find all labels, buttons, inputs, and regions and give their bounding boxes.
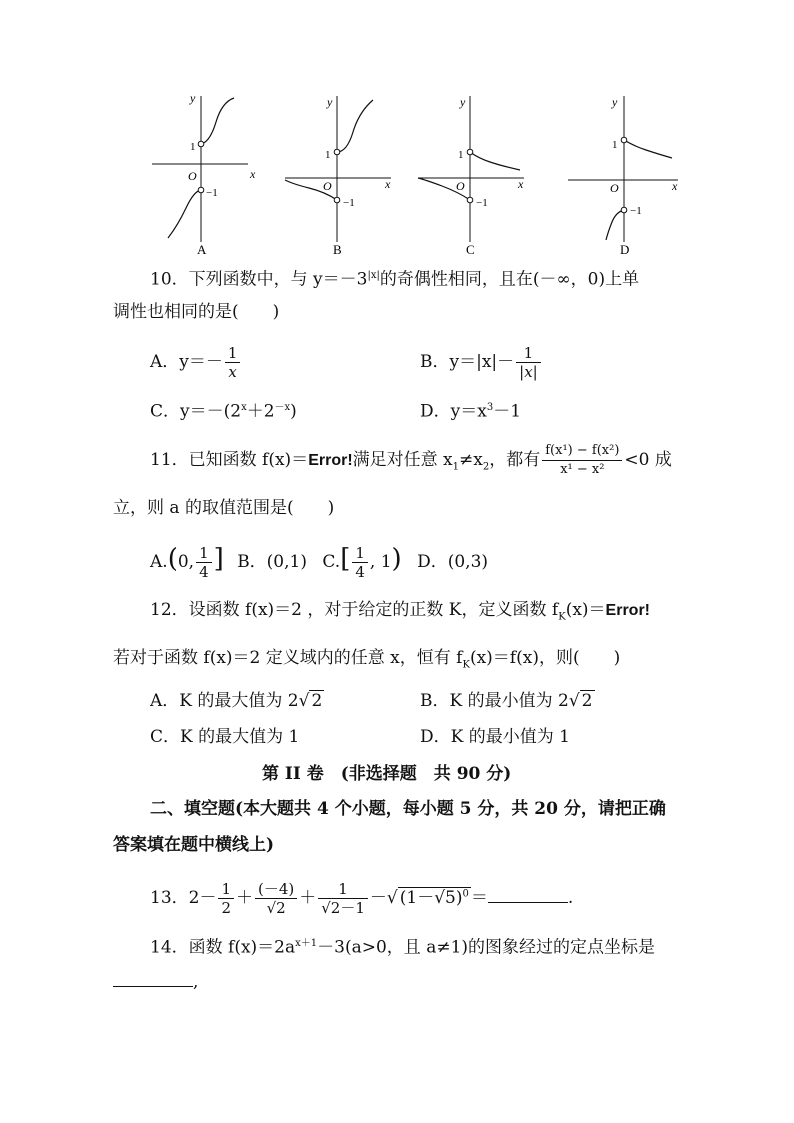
svg-text:x: x <box>518 177 524 191</box>
origin-label: O <box>188 169 197 183</box>
svg-text:−1: −1 <box>476 197 488 209</box>
section-instructions-cont: 答案填在题中横线上) <box>113 835 275 855</box>
option-c-label: C <box>466 242 475 257</box>
tick-neg1: −1 <box>206 187 218 199</box>
option-a-label: A <box>197 242 207 257</box>
svg-text:O: O <box>610 181 619 195</box>
q14-stem: 14．函数 $f(x)=2a^{x+1}-3(a>0$，且 a≠1)的图象经过的定点坐标是 <box>150 937 656 958</box>
section-instructions: 二、填空题(本大题共 4 个小题，每小题 5 分，共 20 分，请把正确 <box>150 799 666 819</box>
q10-option-a: A．y＝－ $\frac{1}{x}$ <box>150 344 242 381</box>
q12-option-b: B．K 的最小值为 2√ 2 <box>420 691 593 711</box>
q11-options: A.(0, $\frac{1}{4}$ ] B．(0,1) C.[ $\frac{1}{4}$ , 1) D．(0,3) <box>150 544 489 581</box>
svg-text:1: 1 <box>458 149 464 161</box>
q12-option-a: A．K 的最大值为 2√ 2 <box>150 691 323 711</box>
q10-option-c: C．$y=-(2^x+2^{-x})$ <box>150 401 297 422</box>
q11-stem-cont: 立，则 a 的取值范围是( ) <box>113 498 335 518</box>
axis-x-label: x <box>250 167 256 181</box>
svg-text:1: 1 <box>612 139 618 151</box>
q10-option-d: D．$y=x^3-1$ <box>420 401 522 422</box>
graph-c <box>418 95 524 257</box>
svg-text:−1: −1 <box>630 205 642 217</box>
curve-lower <box>168 190 201 238</box>
q10-option-b: B．y＝|x|－ $\frac{1}{|x|}$ <box>420 344 543 381</box>
svg-text:y: y <box>612 95 618 109</box>
svg-text:−1: −1 <box>343 197 355 209</box>
graph-strip <box>150 92 680 260</box>
answer-blank[interactable] <box>488 888 568 903</box>
graph-a <box>152 92 256 257</box>
q13-expression: 13．2－ $\frac{1}{2}$ ＋ $\frac{(-4)}{√2}$ ＋ $\frac{1}{√2-1}$ －√ $(1-√5)^0$ ＝ . <box>150 880 574 917</box>
option-b-label: B <box>333 242 342 257</box>
svg-text:O: O <box>456 179 465 193</box>
section-title: 第 II 卷 (非选择题 共 90 分) <box>262 764 512 784</box>
q12-stem: 12．设函数 f(x)＝2 ，对于给定的正数 K，定义函数 $f_K(x)=Error$! <box>150 600 650 623</box>
svg-text:y: y <box>460 95 466 109</box>
axis-y-label: y <box>190 92 196 105</box>
q10-stem-cont: 调性也相同的是( ) <box>113 302 280 322</box>
svg-text:1: 1 <box>325 149 331 161</box>
q12-stem-cont: 若对于函数 f(x)＝2 定义域内的任意 x，恒有 $f_K(x)=f(x)$，则( ) <box>113 648 621 671</box>
q12-option-c: C．K 的最大值为 1 <box>150 727 300 747</box>
svg-text:x: x <box>385 177 391 191</box>
svg-text:O: O <box>323 179 332 193</box>
q12-option-d: D．K 的最小值为 1 <box>420 727 570 747</box>
q11-stem: 11．已知函数 f(x)＝Error!满足对任意 $x_1\ne x_2$，都有 $\frac{\text{f(x¹) − f(x²)}}{\text{x¹ − x²}}$ <0 成 <box>150 443 672 477</box>
curve-upper <box>201 98 234 144</box>
tick-1: 1 <box>190 141 196 153</box>
answer-blank[interactable] <box>113 972 193 987</box>
svg-text:y: y <box>327 95 333 109</box>
option-d-label: D <box>620 242 630 257</box>
q10-stem: 10．下列函数中，与 $y=-3^{|x|}$的奇偶性相同，且在(－∞，0)上单 <box>150 269 640 290</box>
q14-answer: , <box>113 970 198 994</box>
svg-text:x: x <box>672 179 678 193</box>
graph-d <box>568 95 678 257</box>
graph-b <box>285 95 391 257</box>
